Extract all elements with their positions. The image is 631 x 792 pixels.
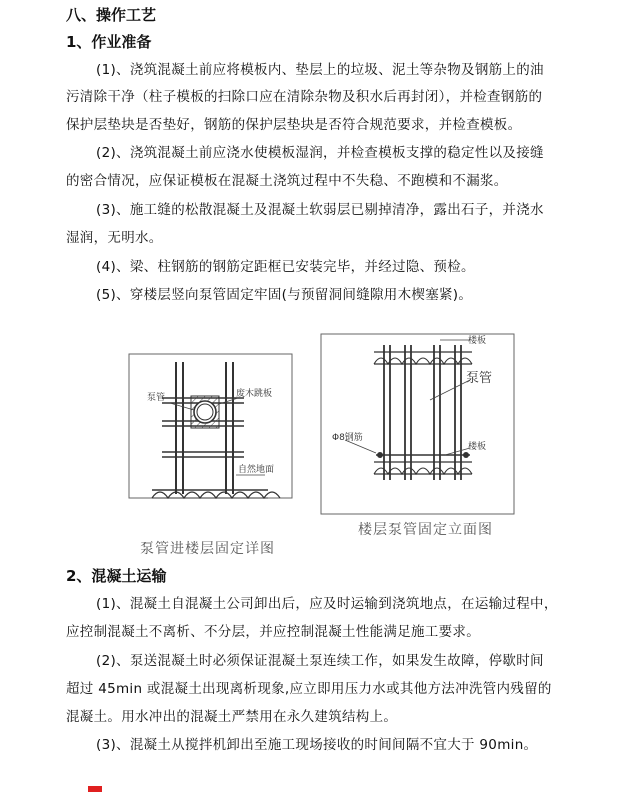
page-corner-mark (88, 786, 102, 792)
paragraph-line: (4)、梁、柱钢筋的钢筋定距框已安装完毕，并经过隐、预检。 (96, 259, 475, 275)
label-floor-slab-top: 楼板 (468, 336, 487, 346)
paragraph-line: (1)、浇筑混凝土前应将模板内、垫层上的垃圾、泥土等杂物及钢筋上的油 (96, 62, 544, 78)
label-pump-right: 泵管 (466, 371, 493, 386)
label-floor-slab-bottom: 楼板 (468, 442, 487, 452)
label-phi8-rebar: Φ8钢筋 (332, 433, 363, 443)
paragraph-line: 混凝土。用水冲出的混凝土严禁用在永久建筑结构上。 (66, 709, 398, 725)
subsection-title-preparation: 1、作业准备 (66, 33, 152, 51)
paragraph-line: (3)、施工缝的松散混凝土及混凝土软弱层已剔掉清净，露出石子，并浇水 (96, 202, 544, 218)
paragraph-line: 的密合情况，应保证模板在混凝土浇筑过程中不失稳、不跑模和不漏浆。 (66, 173, 508, 189)
paragraph-line: 保护层垫块是否垫好，钢筋的保护层垫块是否符合规范要求，并检查模板。 (66, 117, 522, 133)
paragraph-line: 超过 45min 或混凝土出现离析现象,应立即用压力水或其他方法冲洗管内残留的 (66, 681, 552, 697)
figure-left-caption: 泵管进楼层固定详图 (140, 541, 275, 557)
paragraph-line: (5)、穿楼层竖向泵管固定牢固(与预留洞间缝隙用木楔塞紧)。 (96, 287, 473, 303)
section-title: 八、操作工艺 (66, 6, 157, 24)
label-natural-ground: 自然地面 (238, 465, 275, 475)
label-pump-left: 泵管 (147, 393, 166, 403)
figure-right-caption: 楼层泵管固定立面图 (358, 522, 493, 538)
paragraph-line: (1)、混凝土自混凝土公司卸出后，应及时运输到浇筑地点，在运输过程中， (96, 596, 558, 612)
paragraph-line: 湿润，无明水。 (66, 230, 163, 246)
figure-left-pump-detail (129, 354, 292, 498)
subsection-title-transport: 2、混凝土运输 (66, 567, 167, 585)
paragraph-line: (2)、泵送混凝土时必须保证混凝土泵连续工作，如果发生故障，停歇时间 (96, 653, 544, 669)
label-waste-board: 废木跳板 (236, 389, 273, 399)
paragraph-line: (3)、混凝土从搅拌机卸出至施工现场接收的时间间隔不宜大于 90min。 (96, 737, 538, 753)
paragraph-line: 应控制混凝土不离析、不分层，并应控制混凝土性能满足施工要求。 (66, 624, 480, 640)
figure-right-pump-elevation (321, 334, 514, 514)
paragraph-line: (2)、浇筑混凝土前应浇水使模板湿润，并检查模板支撑的稳定性以及接缝 (96, 145, 544, 161)
paragraph-line: 污清除干净（柱子模板的扫除口应在清除杂物及积水后再封闭），并检查钢筋的 (66, 89, 543, 105)
